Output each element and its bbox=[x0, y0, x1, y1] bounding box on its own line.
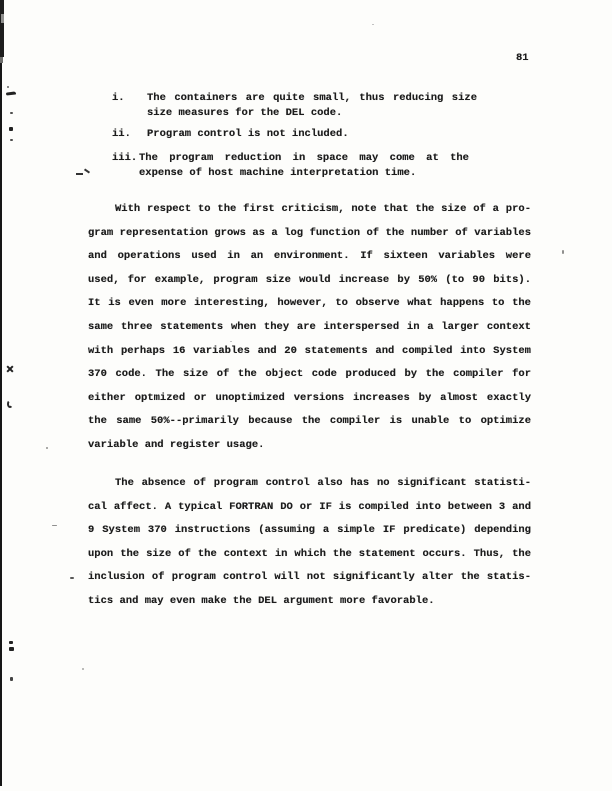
ink-smudge bbox=[372, 24, 374, 25]
ink-smudge bbox=[562, 250, 564, 254]
scan-edge-bar bbox=[0, 0, 2, 786]
list-item-iii bbox=[112, 151, 469, 181]
text-line: inclusion of program control will not significantly alter the statis- bbox=[88, 571, 531, 584]
text-line: with perhaps 16 variables and 20 statements and compiled into System bbox=[88, 344, 531, 357]
text-line: the same 50%--primarily because the compiler is unable to optimize bbox=[88, 415, 531, 428]
text-line: either optmized or unoptimized versions increases by almost exactly bbox=[88, 391, 531, 404]
text-line: expense of host machine interpretation time. bbox=[139, 167, 417, 179]
text-line: used, for example, program size would increase by 50% (to 90 bits). bbox=[88, 273, 531, 286]
ink-smudge-hook bbox=[7, 400, 13, 408]
scan-edge-notch bbox=[1, 14, 4, 23]
text-line: 370 code. The size of the object code produced by the compiler for bbox=[88, 368, 531, 381]
text-line: size measures for the DEL code. bbox=[147, 107, 343, 119]
ink-smudge bbox=[7, 86, 9, 88]
text-line: tics and may even make the DEL argument more favorable. bbox=[88, 594, 435, 607]
ink-smudge bbox=[9, 641, 13, 644]
scan-edge-bar-top bbox=[0, 0, 4, 57]
text-line: The containers are quite small, thus reducing size bbox=[147, 92, 477, 104]
ink-smudge bbox=[6, 91, 16, 95]
scan-edge-notch bbox=[0, 57, 3, 63]
text-line: cal affect. A typical FORTRAN DO or IF is compiled into between 3 and bbox=[88, 500, 531, 513]
text-line: same three statements when they are interspersed in a larger context bbox=[88, 320, 531, 333]
list-item-label: iii. bbox=[112, 152, 138, 164]
ink-smudge bbox=[82, 668, 84, 670]
text-line: The absence of program control also has no significant statisti- bbox=[115, 477, 531, 489]
list-item-text bbox=[147, 91, 477, 121]
body-paragraph-2 bbox=[88, 472, 531, 614]
text-line: gram representation grows as a log function of the number of variables bbox=[88, 226, 531, 239]
list-item-i bbox=[112, 91, 477, 121]
ink-smudge bbox=[52, 525, 57, 526]
text-line: Program control is not included. bbox=[147, 128, 349, 140]
ink-smudge bbox=[46, 447, 48, 449]
body-paragraph-1 bbox=[88, 198, 531, 458]
list-item-ii bbox=[112, 127, 477, 142]
ink-smudge-squiggle bbox=[76, 169, 90, 177]
ink-smudge bbox=[9, 647, 14, 651]
ink-smudge bbox=[10, 677, 13, 681]
ink-smudge bbox=[70, 577, 74, 579]
list-item-text bbox=[139, 151, 469, 181]
list-item-text bbox=[147, 127, 477, 142]
ink-smudge bbox=[9, 127, 13, 131]
text-line: and operations used in an environment. If sixteen variables were bbox=[88, 250, 531, 263]
text-line: The program reduction in space may come at the bbox=[139, 152, 469, 164]
ink-smudge-asterisk bbox=[6, 365, 14, 373]
ink-smudge bbox=[10, 112, 13, 114]
page-number: 81 bbox=[516, 52, 529, 64]
text-line: upon the size of the context in which the statement occurs. Thus, the bbox=[88, 547, 531, 560]
text-line: It is even more interesting, however, to observe what happens to the bbox=[88, 297, 531, 310]
text-line: variable and register usage. bbox=[88, 438, 265, 451]
ink-smudge bbox=[10, 139, 13, 141]
list-item-label: ii. bbox=[112, 128, 131, 140]
text-line: With respect to the first criticism, note that the size of a pro- bbox=[115, 203, 531, 215]
list-item-label: i. bbox=[112, 92, 125, 104]
text-line: 9 System 370 instructions (assuming a simple IF predicate) depending bbox=[88, 524, 531, 537]
